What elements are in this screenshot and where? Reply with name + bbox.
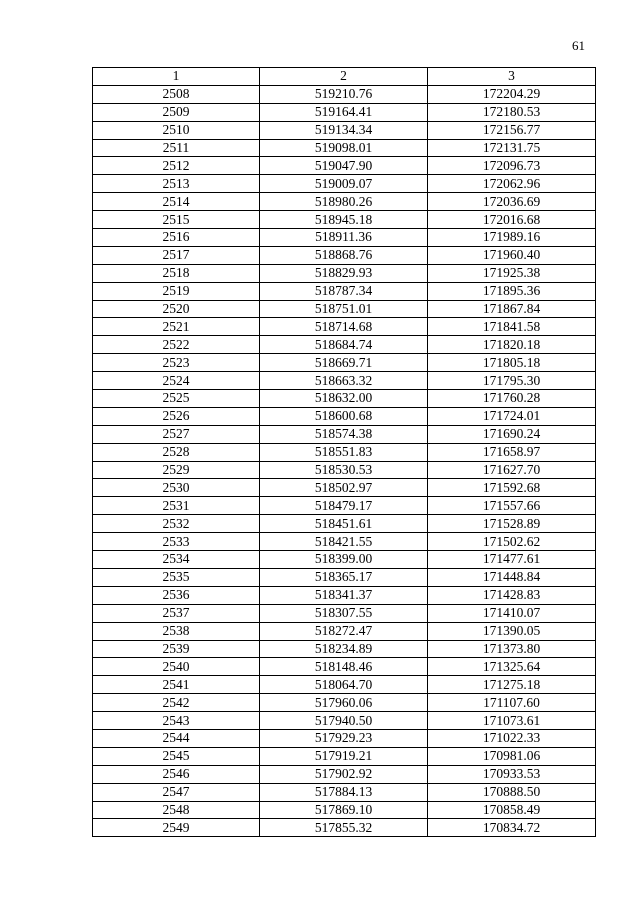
x-coordinate-cell: 517919.21 xyxy=(260,747,428,765)
point-number-cell: 2519 xyxy=(93,282,260,300)
y-coordinate-cell: 171960.40 xyxy=(428,246,596,264)
table-header xyxy=(93,68,596,86)
y-coordinate-cell: 171275.18 xyxy=(428,676,596,694)
point-number-cell: 2513 xyxy=(93,175,260,193)
table-row xyxy=(93,622,596,640)
header-col-3: 3 xyxy=(428,68,596,86)
point-number-cell: 2516 xyxy=(93,229,260,247)
table-row xyxy=(93,586,596,604)
table-row xyxy=(93,533,596,551)
point-number-cell: 2518 xyxy=(93,264,260,282)
x-coordinate-cell: 517902.92 xyxy=(260,765,428,783)
point-number-cell: 2546 xyxy=(93,765,260,783)
y-coordinate-cell: 171795.30 xyxy=(428,372,596,390)
point-number-cell: 2527 xyxy=(93,425,260,443)
y-coordinate-cell: 171528.89 xyxy=(428,515,596,533)
table-row xyxy=(93,157,596,175)
table-row xyxy=(93,443,596,461)
y-coordinate-cell: 172062.96 xyxy=(428,175,596,193)
point-number-cell: 2522 xyxy=(93,336,260,354)
point-number-cell: 2523 xyxy=(93,354,260,372)
table-row xyxy=(93,282,596,300)
point-number-cell: 2512 xyxy=(93,157,260,175)
y-coordinate-cell: 170888.50 xyxy=(428,783,596,801)
table-row xyxy=(93,801,596,819)
y-coordinate-cell: 171477.61 xyxy=(428,551,596,569)
y-coordinate-cell: 170981.06 xyxy=(428,747,596,765)
y-coordinate-cell: 172204.29 xyxy=(428,85,596,103)
point-number-cell: 2510 xyxy=(93,121,260,139)
table-row xyxy=(93,568,596,586)
x-coordinate-cell: 518911.36 xyxy=(260,229,428,247)
table-row xyxy=(93,372,596,390)
point-number-cell: 2544 xyxy=(93,729,260,747)
page-number: 61 xyxy=(572,38,585,53)
x-coordinate-cell: 519164.41 xyxy=(260,103,428,121)
table-row xyxy=(93,765,596,783)
y-coordinate-cell: 171627.70 xyxy=(428,461,596,479)
point-number-cell: 2509 xyxy=(93,103,260,121)
y-coordinate-cell: 171410.07 xyxy=(428,604,596,622)
table-row xyxy=(93,783,596,801)
y-coordinate-cell: 171895.36 xyxy=(428,282,596,300)
x-coordinate-cell: 517960.06 xyxy=(260,694,428,712)
header-col-2: 2 xyxy=(260,68,428,86)
table-row xyxy=(93,819,596,837)
table-row xyxy=(93,551,596,569)
point-number-cell: 2526 xyxy=(93,407,260,425)
x-coordinate-cell: 518421.55 xyxy=(260,533,428,551)
table-row xyxy=(93,318,596,336)
x-coordinate-cell: 518272.47 xyxy=(260,622,428,640)
x-coordinate-cell: 518365.17 xyxy=(260,568,428,586)
x-coordinate-cell: 517869.10 xyxy=(260,801,428,819)
point-number-cell: 2545 xyxy=(93,747,260,765)
x-coordinate-cell: 517884.13 xyxy=(260,783,428,801)
y-coordinate-cell: 172036.69 xyxy=(428,193,596,211)
y-coordinate-cell: 171502.62 xyxy=(428,533,596,551)
y-coordinate-cell: 170933.53 xyxy=(428,765,596,783)
y-coordinate-cell: 171373.80 xyxy=(428,640,596,658)
point-number-cell: 2528 xyxy=(93,443,260,461)
point-number-cell: 2548 xyxy=(93,801,260,819)
y-coordinate-cell: 170834.72 xyxy=(428,819,596,837)
x-coordinate-cell: 519210.76 xyxy=(260,85,428,103)
y-coordinate-cell: 171989.16 xyxy=(428,229,596,247)
point-number-cell: 2530 xyxy=(93,479,260,497)
x-coordinate-cell: 518684.74 xyxy=(260,336,428,354)
y-coordinate-cell: 171557.66 xyxy=(428,497,596,515)
point-number-cell: 2538 xyxy=(93,622,260,640)
x-coordinate-cell: 518574.38 xyxy=(260,425,428,443)
table-row xyxy=(93,712,596,730)
table-row xyxy=(93,336,596,354)
y-coordinate-cell: 172016.68 xyxy=(428,211,596,229)
y-coordinate-cell: 171658.97 xyxy=(428,443,596,461)
x-coordinate-cell: 518234.89 xyxy=(260,640,428,658)
table-row xyxy=(93,729,596,747)
y-coordinate-cell: 171448.84 xyxy=(428,568,596,586)
table-row xyxy=(93,479,596,497)
point-number-cell: 2539 xyxy=(93,640,260,658)
x-coordinate-cell: 518980.26 xyxy=(260,193,428,211)
table-row xyxy=(93,175,596,193)
table-row xyxy=(93,747,596,765)
header-row xyxy=(93,68,596,86)
point-number-cell: 2536 xyxy=(93,586,260,604)
table-row xyxy=(93,121,596,139)
y-coordinate-cell: 171867.84 xyxy=(428,300,596,318)
point-number-cell: 2525 xyxy=(93,390,260,408)
x-coordinate-cell: 518530.53 xyxy=(260,461,428,479)
y-coordinate-cell: 171325.64 xyxy=(428,658,596,676)
y-coordinate-cell: 171428.83 xyxy=(428,586,596,604)
x-coordinate-cell: 519134.34 xyxy=(260,121,428,139)
y-coordinate-cell: 172096.73 xyxy=(428,157,596,175)
x-coordinate-cell: 519098.01 xyxy=(260,139,428,157)
x-coordinate-cell: 517929.23 xyxy=(260,729,428,747)
x-coordinate-cell: 518669.71 xyxy=(260,354,428,372)
point-number-cell: 2531 xyxy=(93,497,260,515)
table-row xyxy=(93,676,596,694)
y-coordinate-cell: 171724.01 xyxy=(428,407,596,425)
point-number-cell: 2547 xyxy=(93,783,260,801)
table-row xyxy=(93,640,596,658)
point-number-cell: 2517 xyxy=(93,246,260,264)
point-number-cell: 2549 xyxy=(93,819,260,837)
point-number-cell: 2535 xyxy=(93,568,260,586)
point-number-cell: 2514 xyxy=(93,193,260,211)
x-coordinate-cell: 518632.00 xyxy=(260,390,428,408)
y-coordinate-cell: 171073.61 xyxy=(428,712,596,730)
point-number-cell: 2543 xyxy=(93,712,260,730)
table-row xyxy=(93,193,596,211)
x-coordinate-cell: 518502.97 xyxy=(260,479,428,497)
x-coordinate-cell: 518064.70 xyxy=(260,676,428,694)
table-row xyxy=(93,103,596,121)
y-coordinate-cell: 171390.05 xyxy=(428,622,596,640)
x-coordinate-cell: 519009.07 xyxy=(260,175,428,193)
point-number-cell: 2524 xyxy=(93,372,260,390)
point-number-cell: 2529 xyxy=(93,461,260,479)
point-number-cell: 2534 xyxy=(93,551,260,569)
point-number-cell: 2511 xyxy=(93,139,260,157)
x-coordinate-cell: 518868.76 xyxy=(260,246,428,264)
table-row xyxy=(93,300,596,318)
table-row xyxy=(93,211,596,229)
point-number-cell: 2541 xyxy=(93,676,260,694)
x-coordinate-cell: 518399.00 xyxy=(260,551,428,569)
y-coordinate-cell: 171690.24 xyxy=(428,425,596,443)
x-coordinate-cell: 518714.68 xyxy=(260,318,428,336)
x-coordinate-cell: 518551.83 xyxy=(260,443,428,461)
y-coordinate-cell: 172180.53 xyxy=(428,103,596,121)
y-coordinate-cell: 171107.60 xyxy=(428,694,596,712)
table-row xyxy=(93,515,596,533)
point-number-cell: 2508 xyxy=(93,85,260,103)
table-row xyxy=(93,425,596,443)
x-coordinate-cell: 517855.32 xyxy=(260,819,428,837)
point-number-cell: 2520 xyxy=(93,300,260,318)
y-coordinate-cell: 171022.33 xyxy=(428,729,596,747)
x-coordinate-cell: 518945.18 xyxy=(260,211,428,229)
point-number-cell: 2542 xyxy=(93,694,260,712)
y-coordinate-cell: 171805.18 xyxy=(428,354,596,372)
point-number-cell: 2521 xyxy=(93,318,260,336)
point-number-cell: 2533 xyxy=(93,533,260,551)
table-row xyxy=(93,461,596,479)
y-coordinate-cell: 171841.58 xyxy=(428,318,596,336)
y-coordinate-cell: 172131.75 xyxy=(428,139,596,157)
table-row xyxy=(93,407,596,425)
table-row xyxy=(93,246,596,264)
table-row xyxy=(93,85,596,103)
x-coordinate-cell: 518829.93 xyxy=(260,264,428,282)
table-row xyxy=(93,694,596,712)
table-body xyxy=(93,85,596,836)
y-coordinate-cell: 170858.49 xyxy=(428,801,596,819)
x-coordinate-cell: 518341.37 xyxy=(260,586,428,604)
table-row xyxy=(93,390,596,408)
x-coordinate-cell: 518307.55 xyxy=(260,604,428,622)
x-coordinate-cell: 519047.90 xyxy=(260,157,428,175)
x-coordinate-cell: 518600.68 xyxy=(260,407,428,425)
x-coordinate-cell: 518451.61 xyxy=(260,515,428,533)
table-row xyxy=(93,229,596,247)
x-coordinate-cell: 518751.01 xyxy=(260,300,428,318)
x-coordinate-cell: 517940.50 xyxy=(260,712,428,730)
x-coordinate-cell: 518479.17 xyxy=(260,497,428,515)
table-row xyxy=(93,604,596,622)
point-number-cell: 2532 xyxy=(93,515,260,533)
table-row xyxy=(93,139,596,157)
y-coordinate-cell: 171820.18 xyxy=(428,336,596,354)
coordinates-table xyxy=(92,67,596,837)
table-row xyxy=(93,658,596,676)
y-coordinate-cell: 171760.28 xyxy=(428,390,596,408)
x-coordinate-cell: 518148.46 xyxy=(260,658,428,676)
point-number-cell: 2515 xyxy=(93,211,260,229)
table-row xyxy=(93,497,596,515)
x-coordinate-cell: 518663.32 xyxy=(260,372,428,390)
point-number-cell: 2537 xyxy=(93,604,260,622)
x-coordinate-cell: 518787.34 xyxy=(260,282,428,300)
header-col-1: 1 xyxy=(93,68,260,86)
table-row xyxy=(93,264,596,282)
point-number-cell: 2540 xyxy=(93,658,260,676)
y-coordinate-cell: 172156.77 xyxy=(428,121,596,139)
table-row xyxy=(93,354,596,372)
y-coordinate-cell: 171925.38 xyxy=(428,264,596,282)
y-coordinate-cell: 171592.68 xyxy=(428,479,596,497)
